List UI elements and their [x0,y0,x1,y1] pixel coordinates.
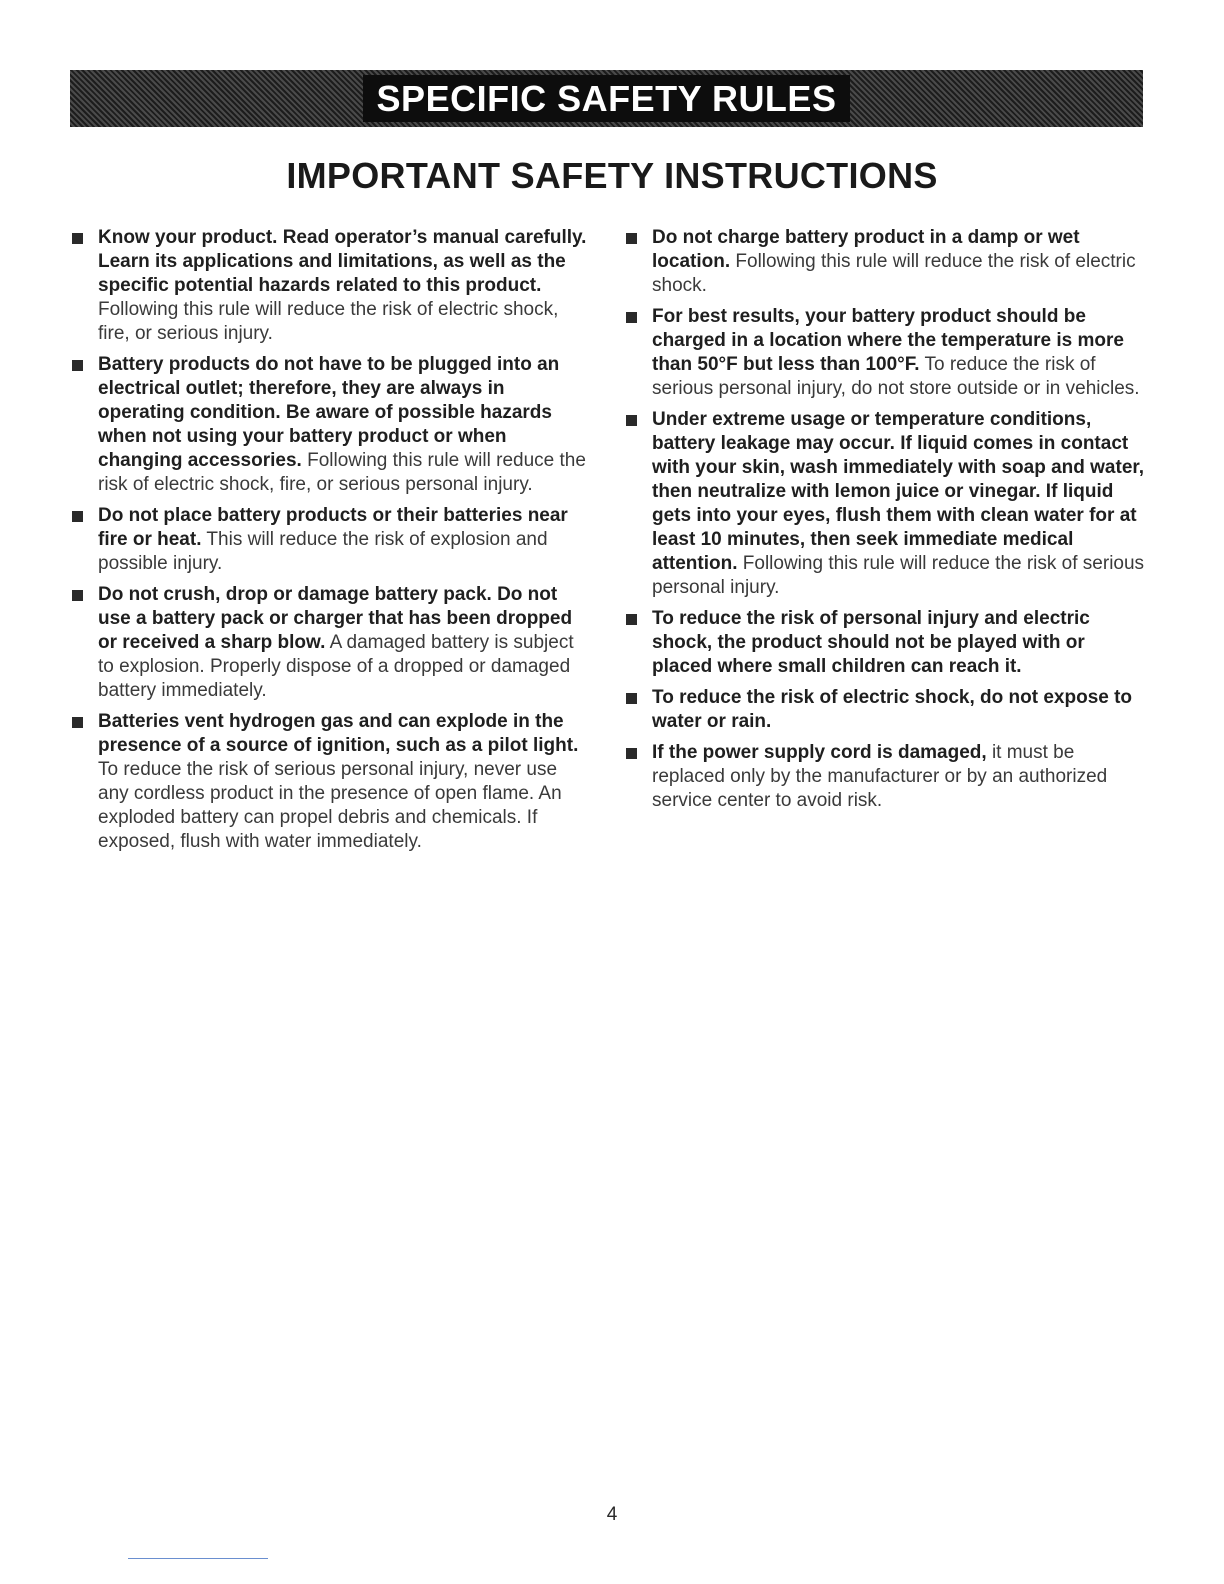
square-bullet-icon [72,590,83,601]
rule-item [70,353,590,497]
rule-item [624,607,1148,679]
rule-bold-text: For best results, your battery product should be charged in a location where the temperature is more than 50°F but less than 100°F. [652,306,1124,375]
square-bullet-icon [626,312,637,323]
square-bullet-icon [72,360,83,371]
rule-item [624,686,1148,734]
square-bullet-icon [626,233,637,244]
square-bullet-icon [72,717,83,728]
rule-body-text: Following this rule will reduce the risk of electric shock. [652,251,1136,296]
rule-body-text: To reduce the risk of serious personal injury, do not store outside or in vehicles. [652,354,1140,399]
rule-bold-text: To reduce the risk of personal injury and electric shock, the product should not be played with or placed where small children can reach it. [652,608,1090,677]
rule-item [70,710,590,854]
square-bullet-icon [72,511,83,522]
rule-item [70,504,590,576]
rule-bold-text: Batteries vent hydrogen gas and can explode in the presence of a source of ignition, such as a pilot light. [98,711,579,756]
rule-item [70,226,590,346]
square-bullet-icon [626,415,637,426]
rule-body-text: Following this rule will reduce the risk of serious personal injury. [652,553,1145,598]
section-banner [70,70,1143,127]
rule-bold-text: Do not place battery products or their batteries near fire or heat. [98,505,568,550]
footer-divider [128,1558,268,1559]
rule-item [624,408,1148,600]
rule-bold-text: Do not charge battery product in a damp or wet location. [652,227,1080,272]
rule-bold-text: Under extreme usage or temperature conditions, battery leakage may occur. If liquid comes in contact with your skin, wash immediately with soap and water, then neutralize with lemon juice or vinegar. If liquid gets into your eyes, flush them with clean water for at least 10 minutes, then seek immediate medical attention. [652,409,1145,574]
rule-body-text: it must be replaced only by the manufacturer or by an authorized service center to avoid risk. [652,742,1108,811]
page-number: 4 [606,1504,618,1525]
rule-bold-text: If the power supply cord is damaged, [652,742,987,763]
square-bullet-icon [626,748,637,759]
rule-bold-text: Battery products do not have to be plugged into an electrical outlet; therefore, they are always in operating condition. Be aware of possible hazards when not using your battery product or when changing accessories. [98,354,560,471]
rule-bold-text: Do not crush, drop or damage battery pack. Do not use a battery pack or charger that has been dropped or received a sharp blow. [98,584,573,653]
rule-bold-text: To reduce the risk of electric shock, do not expose to water or rain. [652,687,1133,732]
rule-body-text: Following this rule will reduce the risk of electric shock, fire, or serious injury. [98,299,559,344]
rule-item [624,741,1148,813]
rule-item [624,305,1148,401]
rule-body-text: This will reduce the risk of explosion and possible injury. [98,529,548,574]
square-bullet-icon [72,233,83,244]
rule-bold-text: Know your product. Read operator’s manual carefully. Learn its applications and limitations, as well as the specific potential hazards related to this product. [98,227,587,296]
square-bullet-icon [626,614,637,625]
rule-item [70,583,590,703]
rule-body-text: Following this rule will reduce the risk of electric shock, fire, or serious personal injury. [98,450,586,495]
rule-body-text: To reduce the risk of serious personal injury, never use any cordless product in the presence of open flame. An exploded battery can propel debris and chemicals. If exposed, flush with water immediately. [98,759,562,852]
rule-item [624,226,1148,298]
banner-title: SPECIFIC SAFETY RULES [363,75,851,122]
left-rules-column [70,226,590,861]
square-bullet-icon [626,693,637,704]
rule-body-text: A damaged battery is subject to explosion. Properly dispose of a dropped or damaged battery immediately. [98,632,574,701]
right-rules-column [624,226,1148,820]
page-title: IMPORTANT SAFETY INSTRUCTIONS [286,155,938,196]
